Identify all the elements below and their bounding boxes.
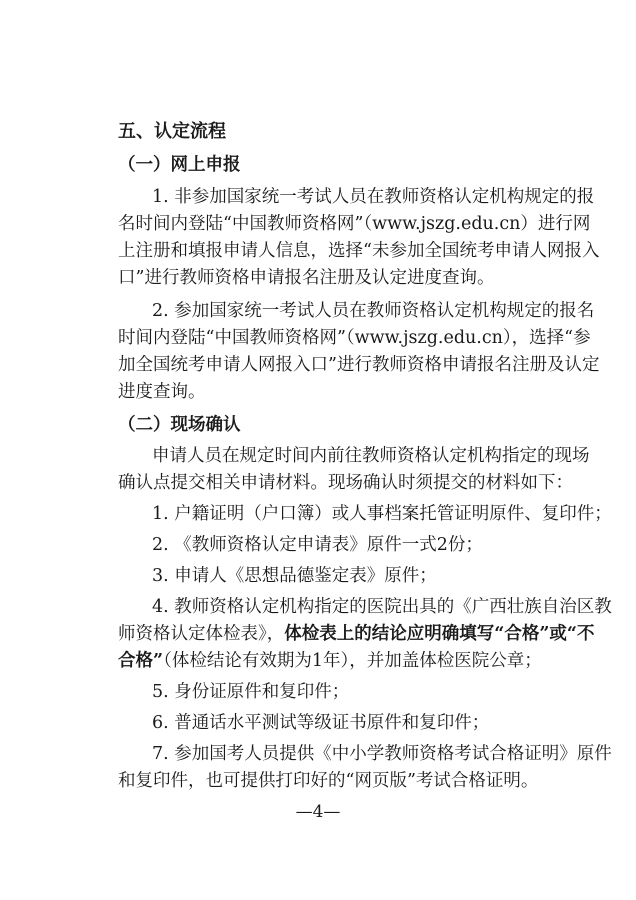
material-item-4-line-1: 4. 教师资格认定机构指定的医院出具的《广西壮族自治区教 <box>152 597 612 617</box>
section-title: 五、认定流程 <box>118 121 226 142</box>
item-4-validity-note: （体检结论有效期为1年），并加盖体检医院公章； <box>163 651 542 671</box>
material-item-6: 6. 普通话水平测试等级证书原件和复印件； <box>152 713 490 733</box>
paragraph-1-line-1: 1. 非参加国家统一考试人员在教师资格认定机构规定的报 <box>152 187 595 207</box>
paragraph-2-line-1: 2. 参加国家统一考试人员在教师资格认定机构规定的报名 <box>152 301 595 321</box>
material-item-4-line-2 <box>118 623 595 645</box>
paragraph-3-line-1: 申请人员在规定时间内前往教师资格认定机构指定的现场 <box>152 446 590 466</box>
material-item-7-line-2: 和复印件，也可提供打印好的“网页版”考试合格证明。 <box>118 771 539 791</box>
item-4-bold-unqualified: 合格” <box>118 651 164 671</box>
paragraph-1-line-4: 口”进行教师资格申请报名注册及认定进度查询。 <box>118 268 495 288</box>
material-item-2: 2. 《教师资格认定申请表》原件一式2份； <box>152 535 483 555</box>
paragraph-1-line-3: 上注册和填报申请人信息，选择“未参加全国统考申请人网报入 <box>118 241 600 261</box>
paragraph-1-line-2: 名时间内登陆“中国教师资格网”（www.jszg.edu.cn）进行网 <box>118 214 591 234</box>
subsection-title-onsite: （二）现场确认 <box>118 415 241 435</box>
material-item-7-line-1: 7. 参加国考人员提供《中小学教师资格考试合格证明》原件 <box>152 744 612 764</box>
material-item-3: 3. 申请人《思想品德鉴定表》原件； <box>152 566 437 586</box>
material-item-1: 1. 户籍证明（户口簿）或人事档案托管证明原件、复印件； <box>152 504 612 524</box>
material-item-5: 5. 身份证原件和复印件； <box>152 682 350 702</box>
material-item-4-line-3 <box>118 650 558 672</box>
item-4-form-name: 师资格认定体检表》， <box>118 624 285 644</box>
paragraph-2-line-2: 时间内登陆“中国教师资格网”（www.jszg.edu.cn），选择“参 <box>118 328 591 348</box>
subsection-title-online: （一）网上申报 <box>118 155 241 175</box>
page-number: —4— <box>295 802 341 822</box>
paragraph-2-line-3: 加全国统考申请人网报入口”进行教师资格申请报名注册及认定 <box>118 355 600 375</box>
item-4-bold-requirement: 体检表上的结论应明确填写“合格”或“不 <box>284 624 595 644</box>
paragraph-3-line-2: 确认点提交相关申请材料。现场确认时须提交的材料如下： <box>118 473 573 493</box>
paragraph-2-line-4: 进度查询。 <box>118 382 206 402</box>
